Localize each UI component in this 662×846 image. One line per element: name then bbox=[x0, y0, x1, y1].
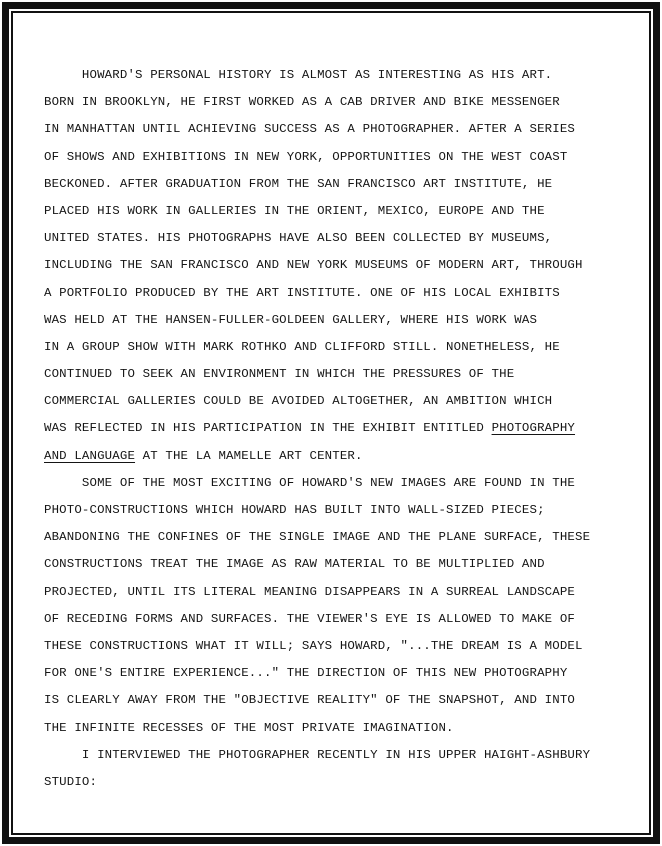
text-line: HOWARD'S PERSONAL HISTORY IS ALMOST AS INTERESTING AS HIS ART. bbox=[44, 68, 553, 82]
text-line bbox=[44, 415, 644, 442]
text-line: A PORTFOLIO PRODUCED BY THE ART INSTITUTE. ONE OF HIS LOCAL EXHIBITS bbox=[44, 285, 560, 300]
text-line: PROJECTED, UNTIL ITS LITERAL MEANING DISAPPEARS IN A SURREAL LANDSCAPE bbox=[44, 584, 575, 599]
text-line: SOME OF THE MOST EXCITING OF HOWARD'S NEW IMAGES ARE FOUND IN THE bbox=[44, 475, 575, 490]
text-line: FOR ONE'S ENTIRE EXPERIENCE..." THE DIRECTION OF THIS NEW PHOTOGRAPHY bbox=[44, 666, 568, 681]
text-line: CONTINUED TO SEEK AN ENVIRONMENT IN WHICH THE PRESSURES OF THE bbox=[44, 367, 515, 382]
text-line: STUDIO: bbox=[44, 774, 98, 789]
text-line: THE INFINITE RECESSES OF THE MOST PRIVATE IMAGINATION. bbox=[44, 720, 454, 735]
text-segment: AT THE LA MAMELLE ART CENTER. bbox=[135, 448, 363, 463]
text-line: ABANDONING THE CONFINES OF THE SINGLE IMAGE AND THE PLANE SURFACE, THESE bbox=[44, 530, 591, 545]
document-body bbox=[44, 62, 644, 796]
paragraph-photo-constructions bbox=[44, 470, 644, 742]
text-line: IS CLEARLY AWAY FROM THE "OBJECTIVE REALITY" OF THE SNAPSHOT, AND INTO bbox=[44, 693, 575, 708]
text-segment: WAS REFLECTED IN HIS PARTICIPATION IN THE EXHIBIT ENTITLED bbox=[44, 421, 492, 436]
text-line: UNITED STATES. HIS PHOTOGRAPHS HAVE ALSO BEEN COLLECTED BY MUSEUMS, bbox=[44, 231, 553, 246]
text-line: BECKONED. AFTER GRADUATION FROM THE SAN FRANCISCO ART INSTITUTE, HE bbox=[44, 176, 553, 191]
text-line: INCLUDING THE SAN FRANCISCO AND NEW YORK MUSEUMS OF MODERN ART, THROUGH bbox=[44, 258, 583, 273]
text-line: WAS HELD AT THE HANSEN-FULLER-GOLDEEN GALLERY, WHERE HIS WORK WAS bbox=[44, 312, 538, 327]
text-line: COMMERCIAL GALLERIES COULD BE AVOIDED ALTOGETHER, AN AMBITION WHICH bbox=[44, 394, 553, 409]
text-line: IN A GROUP SHOW WITH MARK ROTHKO AND CLIFFORD STILL. NONETHELESS, HE bbox=[44, 339, 560, 354]
text-line: THESE CONSTRUCTIONS WHAT IT WILL; SAYS HOWARD, "...THE DREAM IS A MODEL bbox=[44, 638, 583, 653]
text-line: OF SHOWS AND EXHIBITIONS IN NEW YORK, OPPORTUNITIES ON THE WEST COAST bbox=[44, 149, 568, 164]
paragraph-personal-history bbox=[44, 62, 644, 470]
text-line: IN MANHATTAN UNTIL ACHIEVING SUCCESS AS A PHOTOGRAPHER. AFTER A SERIES bbox=[44, 122, 575, 137]
exhibit-title-underlined: AND LANGUAGE bbox=[44, 448, 136, 463]
exhibit-title-underlined: PHOTOGRAPHY bbox=[491, 421, 576, 436]
text-line: CONSTRUCTIONS TREAT THE IMAGE AS RAW MATERIAL TO BE MULTIPLIED AND bbox=[44, 557, 545, 572]
text-line: BORN IN BROOKLYN, HE FIRST WORKED AS A CAB DRIVER AND BIKE MESSENGER bbox=[44, 95, 560, 110]
text-line bbox=[44, 443, 644, 470]
paragraph-interview-intro bbox=[44, 742, 644, 796]
text-line: I INTERVIEWED THE PHOTOGRAPHER RECENTLY IN HIS UPPER HAIGHT-ASHBURY bbox=[44, 747, 591, 762]
text-line: PHOTO-CONSTRUCTIONS WHICH HOWARD HAS BUILT INTO WALL-SIZED PIECES; bbox=[44, 503, 545, 517]
text-line: OF RECEDING FORMS AND SURFACES. THE VIEWER'S EYE IS ALLOWED TO MAKE OF bbox=[44, 611, 575, 626]
text-line: PLACED HIS WORK IN GALLERIES IN THE ORIENT, MEXICO, EUROPE AND THE bbox=[44, 203, 545, 218]
